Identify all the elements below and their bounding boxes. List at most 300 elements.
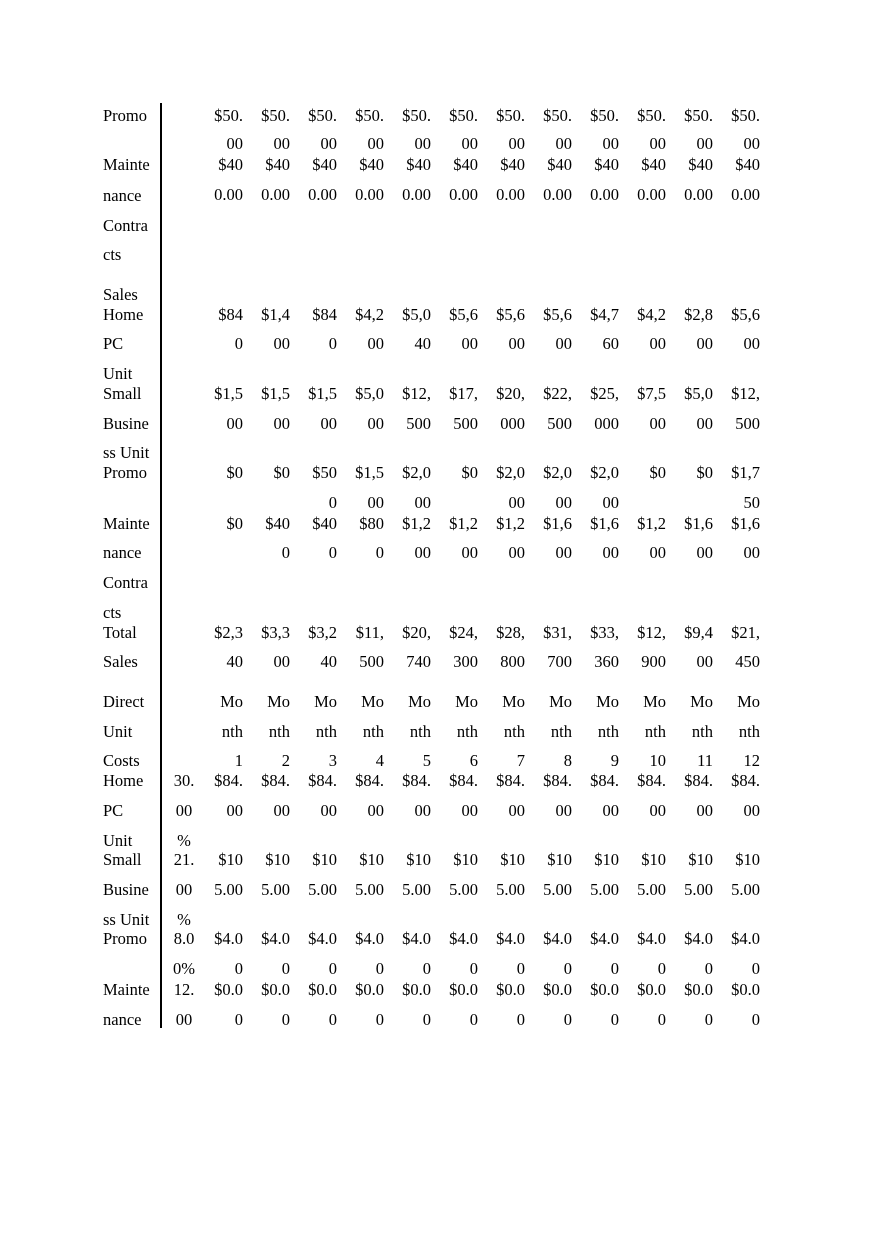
month-cell: $0	[696, 463, 713, 482]
month-cell: Mo	[549, 692, 572, 711]
month-cell: 8	[563, 751, 572, 770]
month-cell: 00	[273, 652, 290, 671]
month-cell: 0	[281, 543, 290, 562]
month-cell: 00	[367, 414, 384, 433]
month-cell: $5,0	[402, 305, 431, 324]
month-cell: 5.00	[402, 880, 431, 899]
month-cell: 0	[751, 959, 760, 978]
month-cell: 0	[375, 1010, 384, 1029]
month-cell: 40	[226, 652, 243, 671]
row-label: Total	[103, 623, 137, 642]
month-cell: 0	[469, 959, 478, 978]
month-cell: 0.00	[308, 185, 337, 204]
month-cell: 0.00	[261, 185, 290, 204]
month-cell: 00	[743, 801, 760, 820]
month-cell: $50.	[449, 106, 478, 125]
month-cell: $0.0	[637, 980, 666, 999]
month-cell: 5.00	[590, 880, 619, 899]
month-cell: $22,	[543, 384, 572, 403]
month-cell: $4.0	[684, 929, 713, 948]
month-cell: 00	[273, 334, 290, 353]
month-cell: Mo	[267, 692, 290, 711]
cost-percent: 00	[175, 801, 193, 820]
row-label: cts	[103, 603, 122, 622]
row-label: Busine	[103, 414, 149, 433]
month-cell: 450	[735, 652, 760, 671]
month-cell: $4,7	[590, 305, 619, 324]
cost-percent: %	[177, 831, 191, 850]
month-cell: 0	[516, 959, 525, 978]
month-cell: 00	[273, 134, 290, 153]
month-cell: $1,6	[590, 514, 619, 533]
month-cell: nth	[691, 722, 713, 741]
month-cell: 5.00	[496, 880, 525, 899]
month-cell: $40	[406, 155, 431, 174]
month-cell: 00	[226, 801, 243, 820]
month-cell: $10	[453, 850, 478, 869]
month-cell: nth	[644, 722, 666, 741]
month-cell: 60	[602, 334, 619, 353]
month-cell: $5,6	[543, 305, 572, 324]
month-cell: 00	[414, 801, 431, 820]
month-cell: 00	[367, 134, 384, 153]
month-cell: 0	[375, 543, 384, 562]
month-cell: $17,	[449, 384, 478, 403]
month-cell: $10	[688, 850, 713, 869]
month-cell: $1,6	[684, 514, 713, 533]
month-cell: 00	[508, 134, 525, 153]
month-cell: 500	[406, 414, 431, 433]
month-cell: $84.	[449, 771, 478, 790]
row-label: Sales	[103, 652, 138, 671]
row-label: nance	[103, 1010, 142, 1029]
month-cell: $10	[359, 850, 384, 869]
month-cell: 12	[743, 751, 760, 770]
month-cell: $50	[312, 463, 337, 482]
month-cell: 00	[555, 334, 572, 353]
month-cell: $1,7	[731, 463, 760, 482]
month-cell: $1,5	[308, 384, 337, 403]
month-cell: 5.00	[261, 880, 290, 899]
month-cell: nth	[597, 722, 619, 741]
month-cell: Mo	[408, 692, 431, 711]
month-cell: $20,	[496, 384, 525, 403]
month-cell: $4.0	[731, 929, 760, 948]
month-cell: 5.00	[731, 880, 760, 899]
month-cell: $84.	[308, 771, 337, 790]
month-cell: 0.00	[214, 185, 243, 204]
cost-percent: 12.	[173, 980, 195, 999]
month-cell: $40	[547, 155, 572, 174]
month-cell: 00	[508, 543, 525, 562]
month-cell: $0.0	[590, 980, 619, 999]
month-cell: 3	[328, 751, 337, 770]
month-cell: Mo	[220, 692, 243, 711]
month-cell: $12,	[731, 384, 760, 403]
month-cell: $9,4	[684, 623, 713, 642]
month-cell: 00	[649, 414, 666, 433]
month-cell: 500	[547, 414, 572, 433]
month-cell: $4.0	[402, 929, 431, 948]
month-cell: $0	[273, 463, 290, 482]
month-cell: $5,0	[355, 384, 384, 403]
month-cell: $4.0	[261, 929, 290, 948]
cost-percent: 0%	[173, 959, 195, 978]
month-cell: 0	[704, 959, 713, 978]
row-label: Promo	[103, 463, 148, 482]
row-label: PC	[103, 334, 124, 353]
month-cell: $40	[265, 155, 290, 174]
month-cell: 5.00	[308, 880, 337, 899]
month-cell: $84.	[590, 771, 619, 790]
month-cell: nth	[221, 722, 243, 741]
month-cell: 00	[602, 543, 619, 562]
month-cell: $1,2	[496, 514, 525, 533]
month-cell: 00	[367, 493, 384, 512]
month-cell: 0	[328, 493, 337, 512]
month-cell: $2,8	[684, 305, 713, 324]
row-label: Costs	[103, 751, 140, 770]
month-cell: 740	[406, 652, 431, 671]
month-cell: $40	[218, 155, 243, 174]
month-cell: $4.0	[214, 929, 243, 948]
month-cell: 0	[328, 1010, 337, 1029]
row-label: Home	[103, 305, 144, 324]
month-cell: $0.0	[261, 980, 290, 999]
month-cell: 5.00	[543, 880, 572, 899]
month-cell: $10	[406, 850, 431, 869]
month-cell: $84.	[496, 771, 525, 790]
cost-percent: 8.0	[173, 929, 195, 948]
month-cell: $50.	[731, 106, 760, 125]
month-cell: 00	[414, 134, 431, 153]
month-cell: 000	[500, 414, 525, 433]
month-cell: 00	[320, 414, 337, 433]
month-cell: $0	[461, 463, 478, 482]
month-cell: $25,	[590, 384, 619, 403]
month-cell: 500	[453, 414, 478, 433]
month-cell: 00	[320, 134, 337, 153]
month-cell: $40	[453, 155, 478, 174]
month-cell: 00	[649, 334, 666, 353]
month-cell: $84.	[402, 771, 431, 790]
month-cell: Mo	[690, 692, 713, 711]
month-cell: $84.	[543, 771, 572, 790]
month-cell: $40	[312, 514, 337, 533]
month-cell: $50.	[543, 106, 572, 125]
month-cell: $40	[312, 155, 337, 174]
month-cell: $33,	[590, 623, 619, 642]
month-cell: $40	[688, 155, 713, 174]
month-cell: 4	[375, 751, 384, 770]
month-cell: $0.0	[731, 980, 760, 999]
month-cell: 0	[563, 959, 572, 978]
month-cell: 00	[273, 801, 290, 820]
month-cell: 5.00	[449, 880, 478, 899]
month-cell: 5.00	[214, 880, 243, 899]
month-cell: $84.	[214, 771, 243, 790]
month-cell: 00	[555, 543, 572, 562]
month-cell: 0.00	[731, 185, 760, 204]
cost-percent: 21.	[173, 850, 195, 869]
month-cell: 00	[461, 334, 478, 353]
month-cell: $31,	[543, 623, 572, 642]
month-cell: 500	[735, 414, 760, 433]
month-cell: $7,5	[637, 384, 666, 403]
month-cell: 300	[453, 652, 478, 671]
month-cell: $0.0	[214, 980, 243, 999]
month-cell: 0	[328, 959, 337, 978]
month-cell: 000	[594, 414, 619, 433]
month-cell: $24,	[449, 623, 478, 642]
month-cell: $4.0	[543, 929, 572, 948]
month-cell: $20,	[402, 623, 431, 642]
column-divider	[160, 103, 162, 1028]
month-cell: $84.	[684, 771, 713, 790]
month-cell: 0	[469, 1010, 478, 1029]
month-cell: $4,2	[637, 305, 666, 324]
month-cell: 00	[508, 493, 525, 512]
cost-percent: 30.	[173, 771, 195, 790]
month-cell: 0	[422, 959, 431, 978]
month-cell: $4.0	[637, 929, 666, 948]
month-cell: nth	[456, 722, 478, 741]
month-cell: $5,6	[731, 305, 760, 324]
month-cell: $4.0	[496, 929, 525, 948]
month-cell: $4.0	[449, 929, 478, 948]
month-cell: $1,2	[402, 514, 431, 533]
month-cell: 0	[704, 1010, 713, 1029]
month-cell: 2	[281, 751, 290, 770]
month-cell: 900	[641, 652, 666, 671]
month-cell: 00	[461, 801, 478, 820]
month-cell: nth	[409, 722, 431, 741]
month-cell: 00	[696, 414, 713, 433]
month-cell: 0	[610, 1010, 619, 1029]
row-label: Contra	[103, 216, 148, 235]
month-cell: $50.	[308, 106, 337, 125]
month-cell: 0	[422, 1010, 431, 1029]
month-cell: $40	[735, 155, 760, 174]
month-cell: nth	[550, 722, 572, 741]
month-cell: 50	[743, 493, 760, 512]
month-cell: 00	[696, 652, 713, 671]
month-cell: $12,	[637, 623, 666, 642]
month-cell: 00	[273, 414, 290, 433]
month-cell: $4.0	[355, 929, 384, 948]
month-cell: $50.	[637, 106, 666, 125]
month-cell: $1,5	[355, 463, 384, 482]
month-cell: 00	[461, 543, 478, 562]
month-cell: 40	[414, 334, 431, 353]
month-cell: 00	[367, 334, 384, 353]
month-cell: $80	[359, 514, 384, 533]
month-cell: 0	[234, 334, 243, 353]
month-cell: $1,6	[731, 514, 760, 533]
month-cell: 00	[696, 334, 713, 353]
month-cell: 00	[602, 493, 619, 512]
month-cell: 00	[367, 801, 384, 820]
month-cell: 00	[508, 334, 525, 353]
month-cell: 5.00	[684, 880, 713, 899]
month-cell: $10	[312, 850, 337, 869]
month-cell: Mo	[737, 692, 760, 711]
month-cell: $1,2	[637, 514, 666, 533]
month-cell: $10	[594, 850, 619, 869]
month-cell: $4.0	[590, 929, 619, 948]
month-cell: 00	[555, 493, 572, 512]
month-cell: 00	[461, 134, 478, 153]
month-cell: $10	[218, 850, 243, 869]
row-label: Unit	[103, 364, 133, 383]
month-cell: $12,	[402, 384, 431, 403]
month-cell: $2,0	[543, 463, 572, 482]
month-cell: 00	[320, 801, 337, 820]
month-cell: 700	[547, 652, 572, 671]
month-cell: 0	[281, 959, 290, 978]
month-cell: 6	[469, 751, 478, 770]
month-cell: $10	[547, 850, 572, 869]
row-label: nance	[103, 186, 142, 205]
month-cell: Mo	[314, 692, 337, 711]
month-cell: $0	[649, 463, 666, 482]
row-label: ss Unit	[103, 910, 150, 929]
month-cell: $50.	[355, 106, 384, 125]
month-cell: 0	[281, 1010, 290, 1029]
month-cell: $0	[226, 514, 243, 533]
month-cell: $1,2	[449, 514, 478, 533]
month-cell: 00	[649, 134, 666, 153]
month-cell: 0	[657, 959, 666, 978]
row-label: Mainte	[103, 980, 150, 999]
month-cell: $10	[641, 850, 666, 869]
month-cell: 00	[226, 414, 243, 433]
month-cell: $1,4	[261, 305, 290, 324]
month-cell: $10	[735, 850, 760, 869]
month-cell: $2,3	[214, 623, 243, 642]
month-cell: 0	[328, 543, 337, 562]
month-cell: $4,2	[355, 305, 384, 324]
month-cell: $40	[594, 155, 619, 174]
month-cell: $1,5	[214, 384, 243, 403]
row-label: Unit	[103, 831, 133, 850]
month-cell: 40	[320, 652, 337, 671]
row-label: Sales	[103, 285, 138, 304]
month-cell: $40	[265, 514, 290, 533]
row-label: Unit	[103, 722, 133, 741]
month-cell: 00	[414, 493, 431, 512]
month-cell: $3,3	[261, 623, 290, 642]
month-cell: $84	[312, 305, 337, 324]
month-cell: 0	[234, 959, 243, 978]
month-cell: Mo	[502, 692, 525, 711]
month-cell: 10	[649, 751, 666, 770]
month-cell: 00	[649, 543, 666, 562]
row-label: Promo	[103, 106, 148, 125]
month-cell: 00	[743, 334, 760, 353]
month-cell: Mo	[455, 692, 478, 711]
month-cell: 00	[602, 134, 619, 153]
month-cell: $0.0	[355, 980, 384, 999]
month-cell: 0	[234, 1010, 243, 1029]
month-cell: $2,0	[496, 463, 525, 482]
month-cell: 00	[555, 801, 572, 820]
month-cell: $84	[218, 305, 243, 324]
month-cell: 00	[743, 134, 760, 153]
cost-percent: 00	[175, 1010, 193, 1029]
month-cell: $2,0	[402, 463, 431, 482]
month-cell: 0	[563, 1010, 572, 1029]
month-cell: 0	[516, 1010, 525, 1029]
month-cell: $84.	[355, 771, 384, 790]
month-cell: 5	[422, 751, 431, 770]
row-label: Direct	[103, 692, 145, 711]
month-cell: $10	[265, 850, 290, 869]
month-cell: $40	[641, 155, 666, 174]
row-label: Mainte	[103, 514, 150, 533]
month-cell: $0.0	[684, 980, 713, 999]
month-cell: 0	[610, 959, 619, 978]
month-cell: 00	[508, 801, 525, 820]
row-label: Contra	[103, 573, 148, 592]
month-cell: 0	[328, 334, 337, 353]
month-cell: $40	[500, 155, 525, 174]
month-cell: 0	[751, 1010, 760, 1029]
month-cell: 0.00	[543, 185, 572, 204]
month-cell: 0.00	[355, 185, 384, 204]
month-cell: 1	[234, 751, 243, 770]
row-label: ss Unit	[103, 443, 150, 462]
month-cell: 00	[226, 134, 243, 153]
month-cell: $21,	[731, 623, 760, 642]
month-cell: 00	[414, 543, 431, 562]
month-cell: nth	[315, 722, 337, 741]
month-cell: 00	[555, 134, 572, 153]
month-cell: 00	[743, 543, 760, 562]
month-cell: $11,	[355, 623, 384, 642]
month-cell: 0.00	[590, 185, 619, 204]
month-cell: $28,	[496, 623, 525, 642]
month-cell: 11	[697, 751, 713, 770]
row-label: nance	[103, 543, 142, 562]
month-cell: $50.	[402, 106, 431, 125]
month-cell: 800	[500, 652, 525, 671]
row-label: Busine	[103, 880, 149, 899]
cost-percent: %	[177, 910, 191, 929]
month-cell: $4.0	[308, 929, 337, 948]
month-cell: $50.	[684, 106, 713, 125]
month-cell: $0	[226, 463, 243, 482]
month-cell: $50.	[261, 106, 290, 125]
row-label: Small	[103, 384, 142, 403]
month-cell: Mo	[643, 692, 666, 711]
month-cell: $2,0	[590, 463, 619, 482]
month-cell: 0	[657, 1010, 666, 1029]
row-label: Small	[103, 850, 142, 869]
month-cell: $50.	[214, 106, 243, 125]
month-cell: 0.00	[402, 185, 431, 204]
month-cell: $0.0	[308, 980, 337, 999]
month-cell: 0.00	[496, 185, 525, 204]
month-cell: 0	[375, 959, 384, 978]
month-cell: 7	[516, 751, 525, 770]
month-cell: $84.	[637, 771, 666, 790]
month-cell: 00	[649, 801, 666, 820]
month-cell: $5,6	[496, 305, 525, 324]
month-cell: Mo	[361, 692, 384, 711]
month-cell: nth	[738, 722, 760, 741]
row-label: cts	[103, 245, 122, 264]
